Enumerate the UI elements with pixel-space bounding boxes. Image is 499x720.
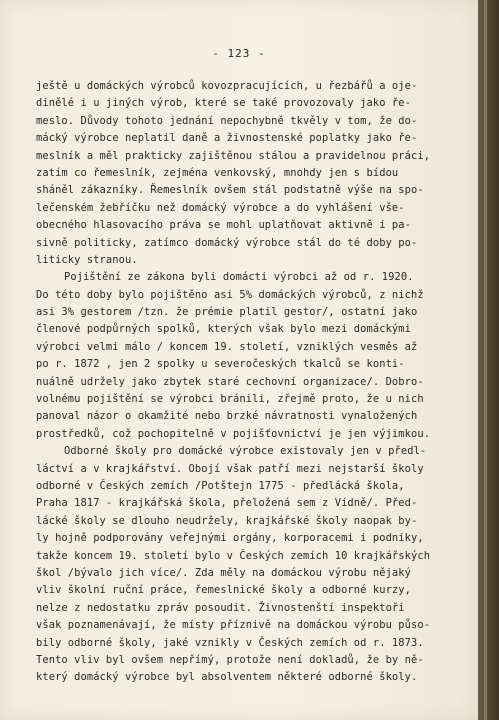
text-line: takže koncem 19. století bylo v Českých zemích 10 krajkářských — [36, 549, 431, 562]
text-line: liticky stranou. — [36, 253, 138, 266]
text-line: obecného hlasovacího práva se mohl uplatňovat aktivně i pa- — [36, 219, 411, 232]
text-line: výrobci velmi málo / koncem 19. století, vzniklých vesměs až — [36, 340, 418, 353]
text-line: Pojištění ze zákona byli domácti výrobci až od r. 1920. — [64, 271, 414, 284]
text-line: Do této doby bylo pojištěno asi 5% domáckých výrobců, z nichž — [36, 288, 424, 301]
text-line: asi 3% gestorem /tzn. že prémie platil gestor/, ostatní jako — [36, 306, 418, 319]
text-line: po r. 1872 , jen 2 spolky u severočeských tkalců se konti- — [36, 358, 405, 371]
text-line: panoval názor o okamžité nebo brzké návratnosti vynaložených — [36, 410, 418, 423]
paragraph — [36, 78, 456, 269]
text-line: odborné v Českých zemích /Potštejn 1775 - předlácká škola, — [36, 479, 405, 492]
book-page-edge — [478, 0, 499, 720]
text-line: však poznamenávají, že místy příznivě na domáckou výrobu půso- — [36, 619, 431, 632]
text-line: který domácký výrobce byl absolventem některé odborné školy. — [36, 671, 418, 684]
text-line: nelze z nedostatku zpráv posoudit. Živnostenští inspektoři — [36, 601, 405, 614]
text-line: meslník a měl prakticky zajištěnou stálou a pravidelnou práci, — [36, 149, 431, 162]
text-line: meslo. Důvody tohoto jednání nepochybně tkvěly v tom, že do- — [36, 114, 418, 127]
body-text — [36, 78, 456, 687]
text-line: Odborné školy pro domácké výrobce existovaly jen v předl- — [64, 445, 427, 458]
paragraph — [36, 269, 456, 443]
text-line: ještě u domáckých výrobců kovozpracujících, u řezbářů a oje- — [36, 80, 418, 92]
text-line: zatím co řemeslník, zejména venkovský, mnohdy jen s bídou — [36, 166, 399, 179]
text-line: láctví a v krajkářství. Obojí však patří mezi nejstarší školy — [36, 462, 424, 475]
page-edge-strip — [484, 0, 487, 720]
text-line: sivně politicky, zatímco domácký výrobce stál do té doby po- — [36, 236, 418, 249]
text-line: sháněl zákazníky. Řemeslník ovšem stál podstatně výše na spo- — [36, 184, 424, 197]
text-line: volnému pojištění se výrobci bránili, zřejmě proto, že u nich — [36, 393, 424, 406]
text-line: vliv školní ruční práce, řemeslnické školy a odborné kurzy, — [36, 584, 411, 597]
text-line: nuálně udržely jako zbytek staré cechovní organizace/. Dobro- — [36, 375, 424, 388]
text-line: bily odborné školy, jaké vznikly v Českých zemích od r. 1873. — [36, 636, 424, 649]
text-line: členové podpůrných spolků, kterých však bylo mezi domáckými — [36, 323, 411, 336]
text-line: prostředků, což pochopitelně v pojišťovnictví je jen výjimkou. — [36, 427, 431, 440]
text-line: mácký výrobce neplatil daně a živnostenské poplatky jako ře- — [36, 132, 418, 145]
paragraph — [36, 443, 456, 686]
text-line: lečenském žebříčku než domácký výrobce a do vyhlášení vše- — [36, 201, 405, 214]
text-line: dinělé i u jiných výrob, které se také provozovaly jako ře- — [36, 97, 411, 110]
text-line: lácké školy se dlouho neudržely, krajkářské školy naopak by- — [36, 514, 418, 527]
text-line: škol /bývalo jich více/. Zda měly na domáckou výrobu nějaký — [36, 566, 411, 579]
page-number: - 123 - — [212, 47, 266, 60]
text-line: Praha 1817 - krajkářská škola, přeložená sem z Vídně/. Před- — [36, 497, 418, 510]
text-line: Tento vliv byl ovšem nepřímý, protože není dokladů, že by ně- — [36, 653, 424, 666]
text-line: ly hojně podporovány veřejnými orgány, korporacemi i podniky, — [36, 532, 424, 545]
